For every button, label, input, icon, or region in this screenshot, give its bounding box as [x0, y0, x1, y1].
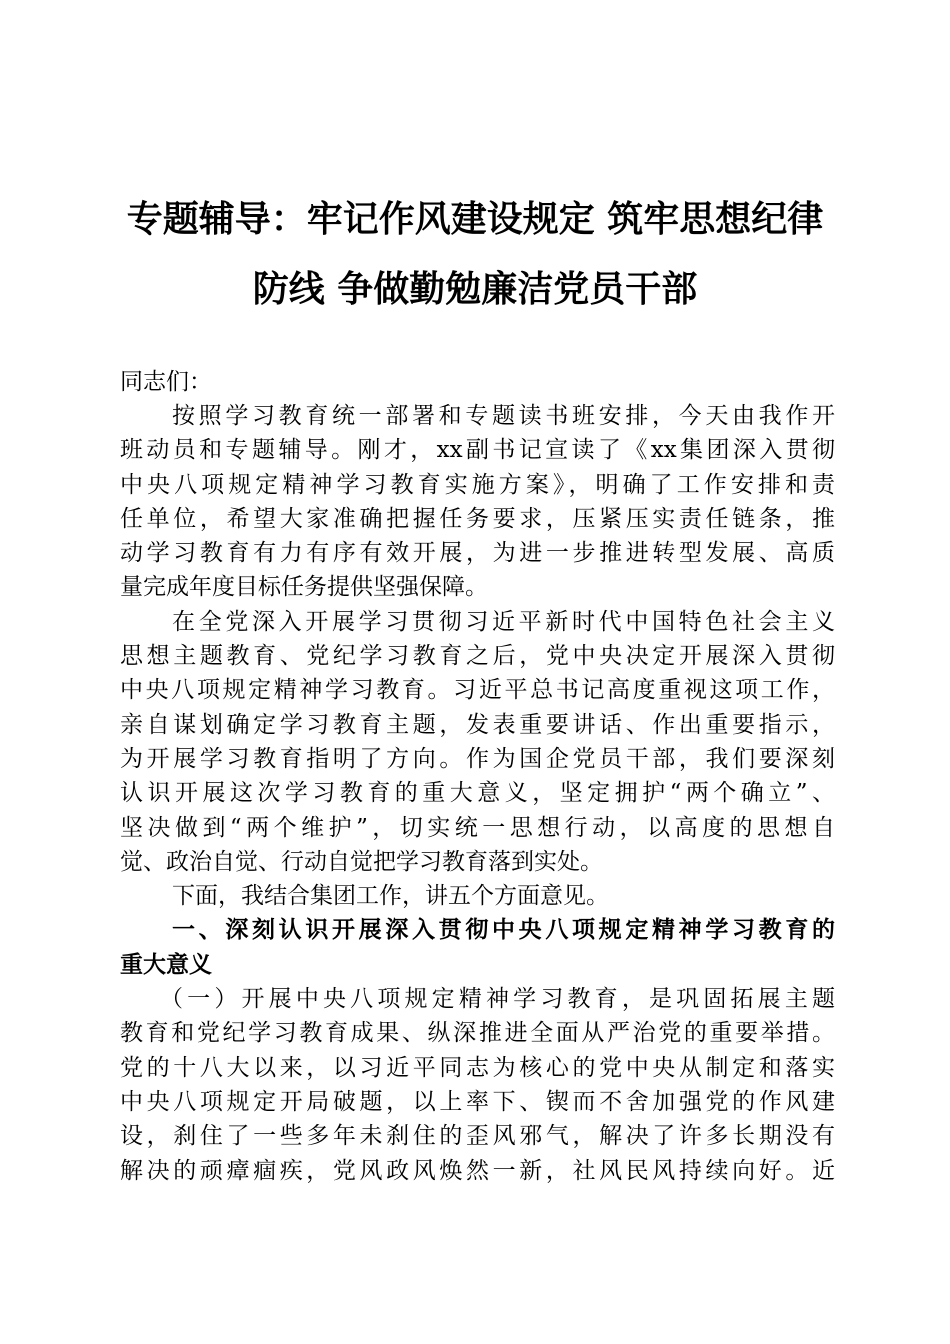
- salutation: 同志们：: [120, 369, 212, 395]
- subsection-line-3: 党的十八大以来，以习近平同志为核心的党中央从制定和落实: [120, 1054, 835, 1081]
- paragraph-1-line-5: 动学习教育有力有序有效开展，为进一步推进转型发展、高质: [120, 540, 835, 567]
- paragraph-2-line-4: 亲自谋划确定学习教育主题，发表重要讲话、作出重要指示，: [120, 711, 835, 738]
- section-heading-line-2: 重大意义: [120, 950, 212, 978]
- paragraph-2-line-6: 认识开展这次学习教育的重大意义，坚定拥护“两个确立”、: [120, 780, 835, 807]
- paragraph-1-line-3: 中央八项规定精神学习教育实施方案》，明确了工作安排和责: [120, 471, 835, 498]
- paragraph-2-line-7: 坚决做到“两个维护”，切实统一思想行动，以高度的思想自: [120, 814, 835, 841]
- paragraph-2-line-5: 为开展学习教育指明了方向。作为国企党员干部，我们要深刻: [120, 745, 835, 772]
- subsection-line-2: 教育和党纪学习教育成果、纵深推进全面从严治党的重要举措。: [120, 1020, 835, 1047]
- paragraph-2-line-2: 思想主题教育、党纪学习教育之后，党中央决定开展深入贯彻: [120, 643, 835, 670]
- paragraph-1-line-6: 量完成年度目标任务提供坚强保障。: [120, 574, 488, 601]
- body-paragraphs: [120, 399, 835, 1188]
- paragraph-2-line-3: 中央八项规定精神学习教育。习近平总书记高度重视这项工作，: [120, 677, 835, 704]
- paragraph-1-line-4: 任单位，希望大家准确把握任务要求，压紧压实责任链条，推: [120, 505, 835, 532]
- subsection-line-1: （一）开展中央八项规定精神学习教育，是巩固拓展主题: [160, 986, 835, 1013]
- subsection-line-5: 设，刹住了一些多年未刹住的歪风邪气，解决了许多长期没有: [120, 1123, 835, 1150]
- paragraph-3-line-1: 下面，我结合集团工作，讲五个方面意见。: [172, 883, 609, 910]
- document-title-line-2: 防线 争做勤勉廉洁党员干部: [252, 268, 698, 310]
- subsection-line-6: 解决的顽瘴痼疾，党风政风焕然一新，社风民风持续向好。近: [120, 1157, 835, 1184]
- paragraph-2-line-8: 觉、政治自觉、行动自觉把学习教育落到实处。: [120, 848, 603, 875]
- section-heading-line-1: 一、深刻认识开展深入贯彻中央八项规定精神学习教育的: [172, 916, 835, 944]
- paragraph-1-line-1: 按照学习教育统一部署和专题读书班安排，今天由我作开: [172, 403, 835, 429]
- paragraph-1-line-2: 班动员和专题辅导。刚才，xx副书记宣读了《xx集团深入贯彻: [120, 437, 835, 464]
- document-title-line-1: 专题辅导：牢记作风建设规定 筑牢思想纪律: [126, 198, 824, 240]
- subsection-line-4: 中央八项规定开局破题，以上率下、锲而不舍加强党的作风建: [120, 1088, 835, 1115]
- paragraph-2-line-1: 在全党深入开展学习贯彻习近平新时代中国特色社会主义: [172, 608, 835, 635]
